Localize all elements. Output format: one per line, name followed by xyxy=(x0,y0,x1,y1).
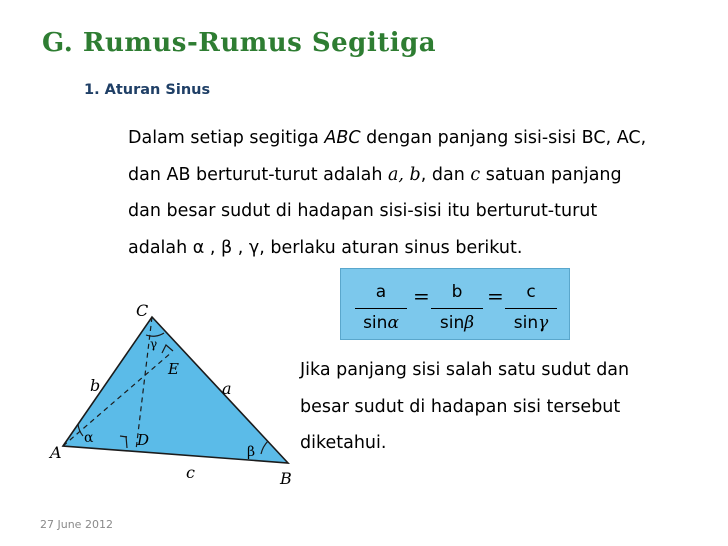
side-variable-c: c xyxy=(470,164,481,185)
condition-paragraph xyxy=(300,352,700,462)
angle-label-alpha: α xyxy=(84,430,94,446)
triangle-diagram xyxy=(40,296,310,496)
section-heading: 1. Aturan Sinus xyxy=(84,82,211,98)
text-segment: dengan panjang sisi-sisi BC, AC, xyxy=(360,128,647,148)
paragraph-line-3: dan besar sudut di hadapan sisi-sisi itu berturut-turut xyxy=(128,201,598,221)
paragraph2-line-2: besar sudut di hadapan sisi tersebut xyxy=(300,396,621,417)
text-segment: dan AB berturut-turut adalah xyxy=(128,164,388,185)
paragraph-line-4: adalah α , β , γ, berlaku aturan sinus berikut. xyxy=(128,237,523,258)
numerator-c: c xyxy=(526,282,536,302)
paragraph2-line-1: Jika panjang sisi salah satu sudut dan xyxy=(300,360,630,380)
side-label-c: c xyxy=(186,463,195,482)
point-label-e: E xyxy=(168,360,179,378)
sin-label: sin xyxy=(363,313,388,333)
vertex-label-c: C xyxy=(136,301,149,320)
side-label-b: b xyxy=(90,376,101,395)
beta-symbol: β xyxy=(464,313,475,333)
numerator-a: a xyxy=(375,282,387,302)
fraction-bar xyxy=(431,308,483,309)
side-variables: a, b xyxy=(387,164,421,185)
fraction-bar xyxy=(355,308,407,309)
equals-sign: = xyxy=(487,284,504,308)
fraction-b xyxy=(431,282,483,338)
paragraph-line-2 xyxy=(128,157,688,194)
sin-label: sin xyxy=(513,313,539,333)
text-segment: satuan panjang xyxy=(480,164,622,185)
fraction-bar xyxy=(505,308,557,309)
text-segment: , dan xyxy=(420,164,471,185)
denominator-sin-gamma xyxy=(505,313,557,333)
alpha-symbol: α xyxy=(387,313,399,333)
fraction-c xyxy=(505,282,557,338)
gamma-symbol: γ xyxy=(538,313,549,333)
equals-sign: = xyxy=(413,284,430,308)
slide-title: G. Rumus-Rumus Segitiga xyxy=(42,28,437,58)
vertex-label-a: A xyxy=(50,443,62,462)
numerator-b: b xyxy=(451,282,463,302)
vertex-label-b: B xyxy=(280,469,292,488)
triangle-name: ABC xyxy=(324,128,361,148)
denominator-sin-alpha xyxy=(355,313,407,333)
sin-label: sin xyxy=(439,313,465,333)
sine-rule-formula xyxy=(340,268,570,340)
intro-paragraph xyxy=(128,120,688,266)
paragraph2-line-3: diketahui. xyxy=(300,433,387,453)
text-segment: Dalam setiap segitiga xyxy=(128,128,325,148)
slide-date: 27 June 2012 xyxy=(40,518,113,531)
point-label-d: D xyxy=(137,431,150,449)
side-label-a: a xyxy=(222,379,232,398)
fraction-a xyxy=(355,282,407,338)
angle-label-beta: β xyxy=(247,444,256,460)
paragraph-line-1 xyxy=(128,120,688,157)
denominator-sin-beta xyxy=(431,313,483,333)
angle-label-gamma: γ xyxy=(150,337,158,351)
